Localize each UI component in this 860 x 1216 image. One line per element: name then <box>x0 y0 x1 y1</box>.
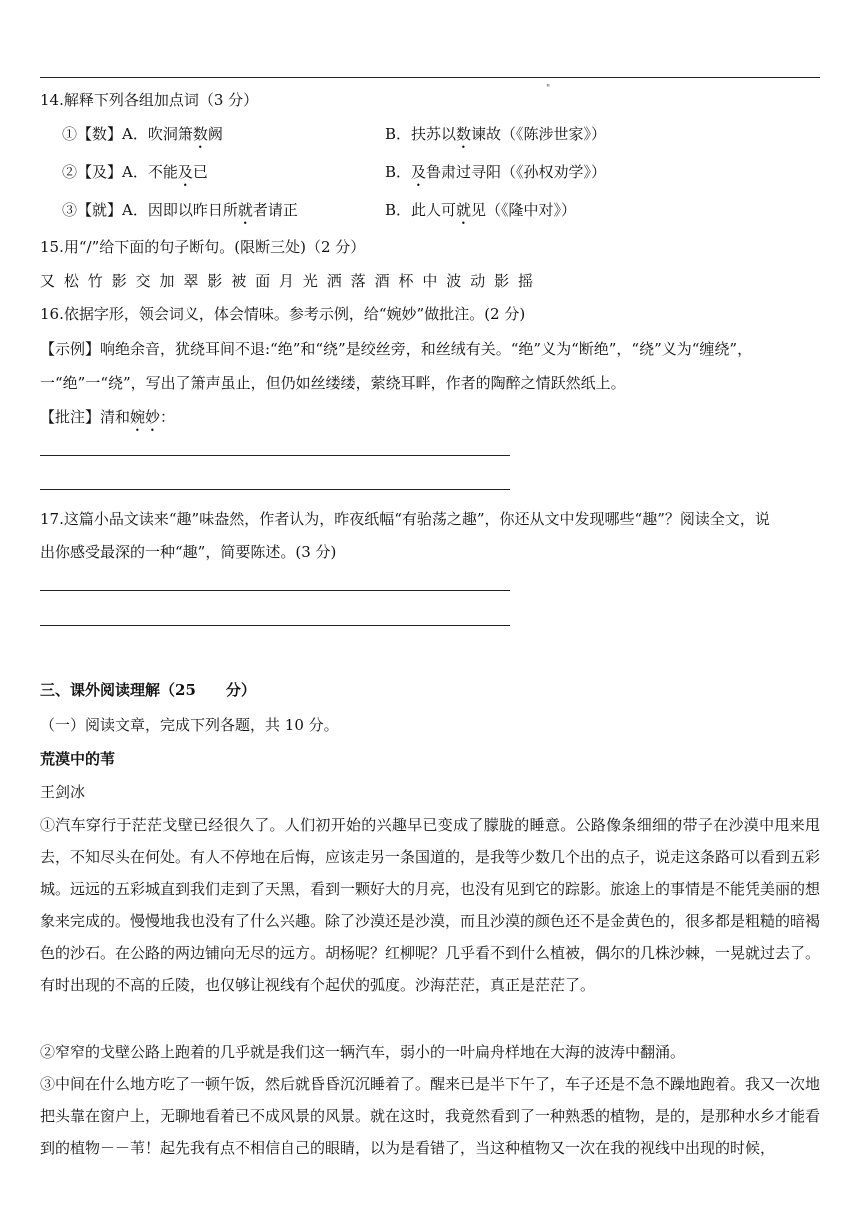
q14-row-2-b: B．及鲁肃过寻阳（《孙权劝学》） <box>385 163 607 181</box>
q15-sentence: 又松竹影交加翠影被面月光洒落酒杯中波动影摇 <box>40 272 542 290</box>
q16-title: 16.依据字形，领会词义，体会情味。参考示例，给“婉妙”做批注。(2 分) <box>40 305 526 323</box>
q16-answer-line-1[interactable] <box>40 455 510 456</box>
q17-line-2: 出你感受最深的一种“趣”，简要陈述。(3 分) <box>40 543 337 561</box>
q17-answer-line-2[interactable] <box>40 625 510 626</box>
q14-row-1-a: ①【数】A．吹洞箫数阙 <box>62 125 223 143</box>
article-paragraph-3: ③中间在什么地方吃了一顿午饭，然后就昏昏沉沉睡着了。醒来已是半下午了，车子还是不急不躁地跑着。我又一次地把头靠在窗户上，无聊地看着已不成风景的风景。就在这时，我竟然看到了一种熟悉的植物，是的，是那种水乡才能看到的植物－－苇！起先我有点不相信自己的眼睛，以为是看错了，当这种植物又一次在我的视线中出现的时候， <box>40 1075 821 1157</box>
section-3-title: 三、课外阅读理解（25 分） <box>40 681 256 699</box>
header-mark: " <box>546 84 551 94</box>
q14-row-3-a: ③【就】A．因即以昨日所就者请正 <box>62 201 298 219</box>
q14-row-1-b: B．扶苏以数谏故（《陈涉世家》） <box>385 125 607 143</box>
article-paragraph-2: ②窄窄的戈壁公路上跑着的几乎就是我们这一辆汽车，弱小的一叶扁舟样地在大海的波涛中翻涌。 <box>40 1043 686 1061</box>
q17-line-1: 17.这篇小品文读来“趣”味盎然，作者认为，昨夜纸幅“有骀荡之趣”，你还从文中发现哪些“趣”？阅读全文，说 <box>40 510 770 528</box>
q14-title: 14.解释下列各组加点词（3 分） <box>40 91 259 109</box>
q16-note: 【批注】清和婉妙： <box>40 408 176 426</box>
q14-row-2-a: ②【及】A．不能及已 <box>62 163 208 181</box>
q16-answer-line-2[interactable] <box>40 489 510 490</box>
q14-row-3-b: B．此人可就见（《隆中对》） <box>385 201 577 219</box>
q16-example-line-1: 【示例】响绝余音，犹绕耳间不退:“绝”和“绕”是绞丝旁，和丝绒有关。“绝”义为“断绝”，“绕”义为“缠绕”， <box>40 340 753 358</box>
article-paragraph-1: ①汽车穿行于茫茫戈壁已经很久了。人们初开始的兴趣早已变成了朦胧的睡意。公路像条细细的带子在沙漠中甩来甩去，不知尽头在何处。有人不停地在后悔，应该走另一条国道的，是我等少数几个出的点子，说走这条路可以看到五彩城。远远的五彩城直到我们走到了天黑，看到一颗好大的月亮，也没有见到它的踪影。旅途上的事情是不能凭美丽的想象来完成的。慢慢地我也没有了什么兴趣。除了沙漠还是沙漠，而且沙漠的颜色还不是金黄色的，很多都是粗糙的暗褐色的沙石。在公路的两边铺向无尽的远方。胡杨呢？红柳呢？几乎看不到什么植被，偶尔的几株沙棘，一晃就过去了。有时出现的不高的丘陵，也仅够让视线有个起伏的弧度。沙海茫茫，真正是茫茫了。 <box>40 816 821 994</box>
article-title: 荒漠中的苇 <box>40 750 116 768</box>
q15-title: 15.用“/”给下面的句子断句。(限断三处)（2 分） <box>40 238 366 256</box>
article-author: 王剑冰 <box>40 783 86 801</box>
q16-example-line-2: 一“绝”一“绕”，写出了箫声虽止，但仍如丝缕缕，萦绕耳畔，作者的陶醉之情跃然纸上。 <box>40 374 626 392</box>
header-rule <box>40 77 820 78</box>
section-3-subtitle: （一）阅读文章，完成下列各题，共 10 分。 <box>40 716 339 734</box>
q17-answer-line-1[interactable] <box>40 590 510 591</box>
